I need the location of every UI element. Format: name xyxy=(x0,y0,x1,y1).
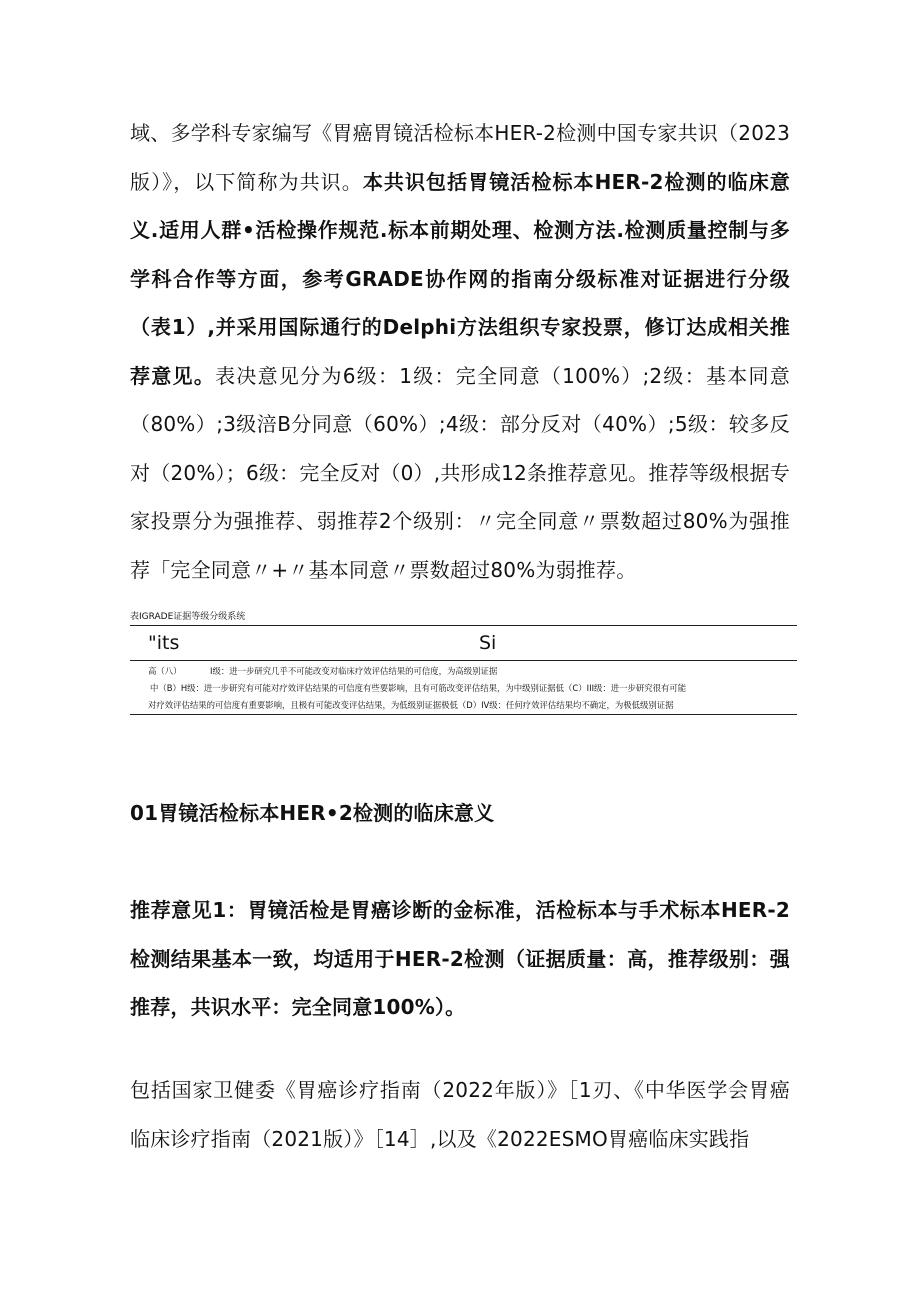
table-row xyxy=(148,663,796,680)
voting-text: 表决意见分为6级：1级：完全同意（100%）;2级：基本同意（80%）;3级涪B分同意（60%）;4级：部分反对（40%）;5级：较多反对（20%）；6级：完全反对（0）,共形成12条推荐意见。推荐等级根据专家投票分为强推荐、弱推荐2个级别：〃完全同意〃票数超过80%为强推荐「完全同意〃+〃基本同意〃票数超过80%为弱推荐。 xyxy=(130,363,790,582)
guidelines-paragraph: 包括国家卫健委《胃癌诊疗指南（2022年版）》［1刃、《中华医学会胃癌临床诊疗指南（2021版）》［14］,以及《2022ESMO胃癌临床实践指 xyxy=(130,1078,790,1151)
table-header-cell: "its xyxy=(148,632,180,654)
table-top-rule xyxy=(130,625,797,626)
table-bottom-rule xyxy=(130,714,797,715)
intro-text-bold: 本共识包括胃镜活检标本HER-2检测的临床意义.适用人群•活检操作规范.标本前期处理、检测方法.检测质量控制与多学科合作等方面，参考GRADE协作网的指南分级标准对证据进行分级（表1）,并采用国际通行的Delphi方法组织专家投票，修订达成相关推荐意见。 xyxy=(130,169,791,388)
table-caption: 表IGRADE证据等级分级系统 xyxy=(130,612,246,622)
table-cell-description: I级：进一步研究几乎不可能改变对临床疗效评估结果的可信度，为高级别证据 xyxy=(210,666,498,676)
table-row: 对疗效评估结果的可信度有重要影响，且极有可能改变评估结果，为低级别证据极低（D）IV级：任何疗效评估结果均不确定，为极低级别证据 xyxy=(148,700,674,710)
table-row: 中（B）H级：进一步研究有可能对疗效评估结果的可信度有些要影响，且有可筋改变评估结果，为中级别证据低（C）III级：进一步研究很有可能 xyxy=(150,683,687,693)
intro-text-normal: 域、多学科专家编写《胃癌胃镜活检标本HER-2检测中国专家共识（2023版）》，以下简称为共识。 xyxy=(130,121,790,194)
recommendation-paragraph: 推荐意见1：胃镜活检是胃癌诊断的金标准，活检标本与手术标本HER-2检测结果基本一致，均适用于HER-2检测（证据质量：高，推荐级别：强推荐，共识水平：完全同意100%）。 xyxy=(130,898,790,1019)
table-body xyxy=(148,663,796,714)
table-header-cell: Si xyxy=(479,632,497,654)
table-header-rule xyxy=(130,660,797,661)
table-header xyxy=(148,628,788,658)
intro-paragraph xyxy=(130,109,790,594)
section-heading: 01胃镜活检标本HER•2检测的临床意义 xyxy=(130,801,495,825)
table-cell-level: 高（八） xyxy=(148,666,182,676)
